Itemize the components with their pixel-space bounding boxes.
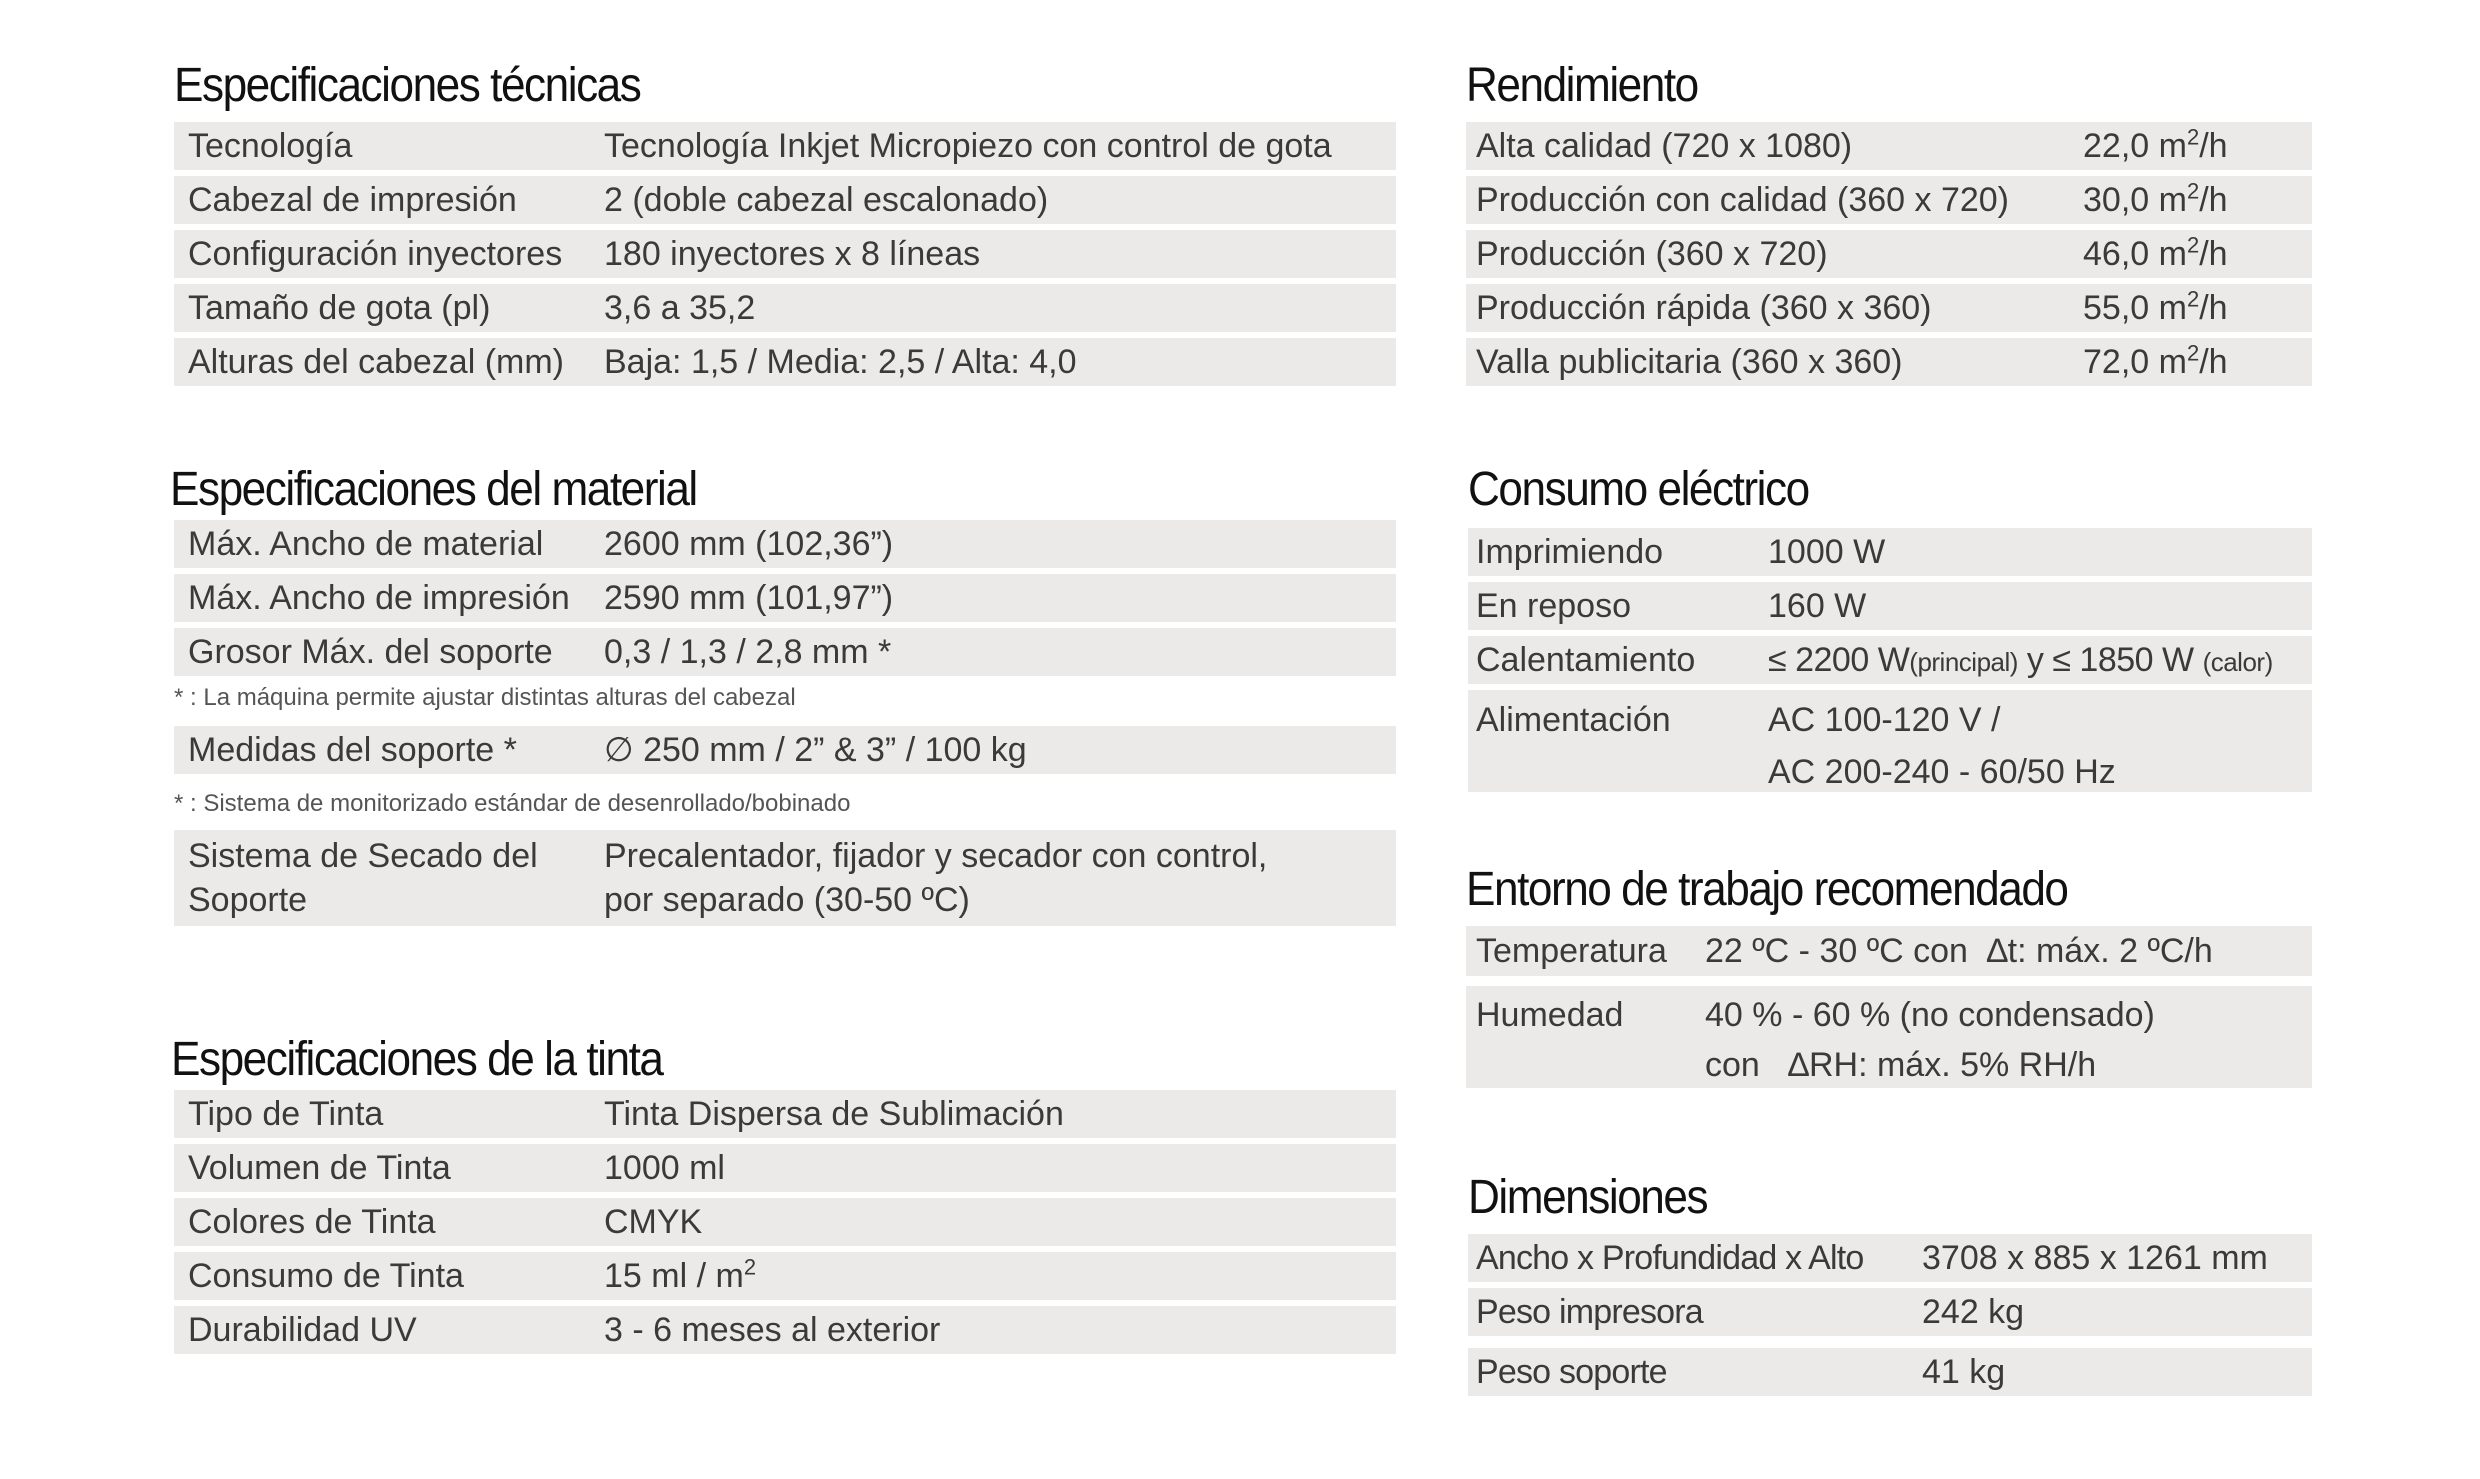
spec-value: 0,3 / 1,3 / 2,8 mm * xyxy=(604,632,892,671)
section-title: Especificaciones técnicas xyxy=(174,59,641,112)
spec-value-line: AC 100-120 V / xyxy=(1768,701,2001,739)
value-text: 46,0 m xyxy=(2083,234,2187,273)
spec-label: Tecnología xyxy=(188,126,353,165)
spec-row xyxy=(1468,1348,2312,1396)
unit-superscript: 2 xyxy=(2186,124,2200,150)
spec-row xyxy=(174,1090,1396,1138)
spec-value: 3 - 6 meses al exterior xyxy=(604,1310,941,1349)
spec-value: CMYK xyxy=(604,1202,703,1241)
spec-label-line: Soporte xyxy=(188,881,308,919)
unit-suffix: /h xyxy=(2199,180,2228,219)
spec-value: 160 W xyxy=(1768,586,1867,625)
spec-label: Configuración inyectores xyxy=(188,234,563,273)
section-power xyxy=(1468,463,2312,792)
spec-row xyxy=(174,726,1396,774)
value-text: y ≤ 1850 W xyxy=(2017,640,2203,679)
spec-row xyxy=(1468,636,2312,684)
spec-label: Valla publicitaria (360 x 360) xyxy=(1476,342,1903,381)
unit-superscript: 2 xyxy=(2186,232,2200,258)
spec-value xyxy=(590,830,1267,922)
section-environment xyxy=(1466,863,2312,1088)
spec-row xyxy=(1466,176,2312,224)
value-qualifier: (principal) xyxy=(1909,646,2018,677)
spec-value-line: 40 % - 60 % (no condensado) xyxy=(1705,996,2155,1034)
spec-value: 180 inyectores x 8 líneas xyxy=(604,234,981,273)
section-title: Consumo eléctrico xyxy=(1468,463,1809,516)
spec-value: 242 kg xyxy=(1922,1292,2025,1331)
spec-label: Alimentación xyxy=(1476,701,1671,739)
spec-label: Peso soporte xyxy=(1476,1352,1667,1391)
value-text: ≤ 2200 W xyxy=(1768,640,1910,679)
spec-row xyxy=(1466,284,2312,332)
spec-label: Calentamiento xyxy=(1476,640,1696,679)
value-text: 15 ml / m xyxy=(604,1256,744,1295)
spec-label xyxy=(174,830,590,922)
spec-label: En reposo xyxy=(1476,586,1631,625)
spec-value: 22 ºC - 30 ºC con ∆t: máx. 2 ºC/h xyxy=(1705,931,2213,970)
spec-row xyxy=(1468,582,2312,630)
spec-label: Máx. Ancho de material xyxy=(188,524,544,563)
spec-row xyxy=(174,1144,1396,1192)
spec-row xyxy=(1466,926,2312,976)
spec-value: 2600 mm (102,36”) xyxy=(604,524,894,563)
section-performance xyxy=(1466,59,2312,386)
spec-value: Tecnología Inkjet Micropiezo con control de gota xyxy=(604,126,1332,165)
spec-row xyxy=(174,122,1396,170)
spec-label: Tamaño de gota (pl) xyxy=(188,288,491,327)
spec-row xyxy=(1468,528,2312,576)
spec-label: Temperatura xyxy=(1476,931,1667,970)
spec-value: 41 kg xyxy=(1922,1352,2006,1391)
spec-label: Tipo de Tinta xyxy=(188,1094,384,1133)
value-text: 72,0 m xyxy=(2083,342,2187,381)
value-qualifier: (calor) xyxy=(2202,646,2273,677)
spec-row xyxy=(174,628,1396,676)
unit-suffix: /h xyxy=(2199,342,2228,381)
spec-row xyxy=(174,284,1396,332)
spec-value xyxy=(2069,232,2228,274)
spec-row xyxy=(1466,122,2312,170)
spec-label: Peso impresora xyxy=(1476,1292,1703,1331)
spec-label: Ancho x Profundidad x Alto xyxy=(1476,1238,1864,1277)
section-title: Dimensiones xyxy=(1468,1171,1708,1224)
spec-label: Volumen de Tinta xyxy=(188,1148,451,1187)
spec-label: Durabilidad UV xyxy=(188,1310,417,1349)
section-title: Especificaciones de la tinta xyxy=(171,1033,663,1086)
spec-row xyxy=(174,1198,1396,1246)
spec-row xyxy=(1468,690,2312,792)
spec-label: Alturas del cabezal (mm) xyxy=(188,342,565,381)
spec-row xyxy=(174,1252,1396,1300)
spec-label: Colores de Tinta xyxy=(188,1202,436,1241)
spec-value: 2590 mm (101,97”) xyxy=(604,578,894,617)
spec-row xyxy=(1466,986,2312,1088)
spec-label: Consumo de Tinta xyxy=(188,1256,464,1295)
section-material-specs xyxy=(170,463,1396,926)
spec-value: 3708 x 885 x 1261 mm xyxy=(1922,1238,2268,1277)
spec-value xyxy=(2069,340,2228,382)
footnote: * : La máquina permite ajustar distintas alturas del cabezal xyxy=(174,684,796,711)
spec-label: Producción con calidad (360 x 720) xyxy=(1476,180,2009,219)
spec-value-line: con ∆RH: máx. 5% RH/h xyxy=(1705,1046,2097,1084)
spec-row xyxy=(174,574,1396,622)
spec-value xyxy=(1754,690,2116,798)
spec-value xyxy=(2069,286,2228,328)
spec-row xyxy=(1468,1288,2312,1336)
spec-value-line: por separado (30-50 ºC) xyxy=(604,881,970,919)
spec-value: ∅ 250 mm / 2” & 3” / 100 kg xyxy=(604,731,1027,769)
spec-row xyxy=(1468,1234,2312,1282)
spec-value: 1000 ml xyxy=(604,1148,725,1187)
spec-label: Máx. Ancho de impresión xyxy=(188,578,570,617)
spec-value: 3,6 a 35,2 xyxy=(604,288,756,327)
spec-row xyxy=(1466,338,2312,386)
value-text: 55,0 m xyxy=(2083,288,2187,327)
unit-superscript: 2 xyxy=(2186,178,2200,204)
spec-value: 2 (doble cabezal escalonado) xyxy=(604,180,1049,219)
spec-value-line: AC 200-240 - 60/50 Hz xyxy=(1768,753,2116,791)
spec-row xyxy=(174,520,1396,568)
section-tech-specs xyxy=(174,59,1396,386)
unit-superscript: 2 xyxy=(2186,340,2200,366)
spec-value xyxy=(1754,641,2273,680)
spec-label: Medidas del soporte * xyxy=(188,730,517,769)
section-title: Rendimiento xyxy=(1466,59,1698,112)
spec-row xyxy=(1466,230,2312,278)
section-title: Especificaciones del material xyxy=(170,463,697,516)
section-ink-specs xyxy=(171,1033,1396,1354)
spec-row xyxy=(174,176,1396,224)
spec-value xyxy=(1691,986,2155,1090)
spec-label: Humedad xyxy=(1476,996,1624,1034)
section-title: Entorno de trabajo recomendado xyxy=(1466,863,2068,916)
spec-value: Tinta Dispersa de Sublimación xyxy=(604,1094,1064,1133)
spec-row xyxy=(174,830,1396,926)
spec-value-line: Precalentador, fijador y secador con control, xyxy=(604,837,1268,875)
spec-row xyxy=(174,338,1396,386)
spec-label-line: Sistema de Secado del xyxy=(188,837,538,875)
spec-label: Producción rápida (360 x 360) xyxy=(1476,288,1932,327)
spec-label: Alta calidad (720 x 1080) xyxy=(1476,126,1853,165)
spec-value: Baja: 1,5 / Media: 2,5 / Alta: 4,0 xyxy=(604,342,1077,381)
spec-row xyxy=(174,1306,1396,1354)
spec-value xyxy=(590,1254,757,1296)
spec-label: Cabezal de impresión xyxy=(188,180,517,219)
spec-row xyxy=(174,230,1396,278)
unit-suffix: /h xyxy=(2199,126,2228,165)
unit-suffix: /h xyxy=(2199,288,2228,327)
spec-value: 1000 W xyxy=(1768,532,1886,571)
section-dimensions xyxy=(1468,1171,2312,1396)
unit-superscript: 2 xyxy=(743,1254,757,1280)
spec-label: Imprimiendo xyxy=(1476,532,1664,571)
unit-suffix: /h xyxy=(2199,234,2228,273)
unit-superscript: 2 xyxy=(2186,286,2200,312)
spec-value xyxy=(2069,124,2228,166)
footnote: * : Sistema de monitorizado estándar de desenrollado/bobinado xyxy=(174,790,851,817)
spec-label: Grosor Máx. del soporte xyxy=(188,632,553,671)
value-text: 30,0 m xyxy=(2083,180,2187,219)
value-text: 22,0 m xyxy=(2083,126,2187,165)
spec-label: Producción (360 x 720) xyxy=(1476,234,1828,273)
spec-value xyxy=(2069,178,2228,220)
